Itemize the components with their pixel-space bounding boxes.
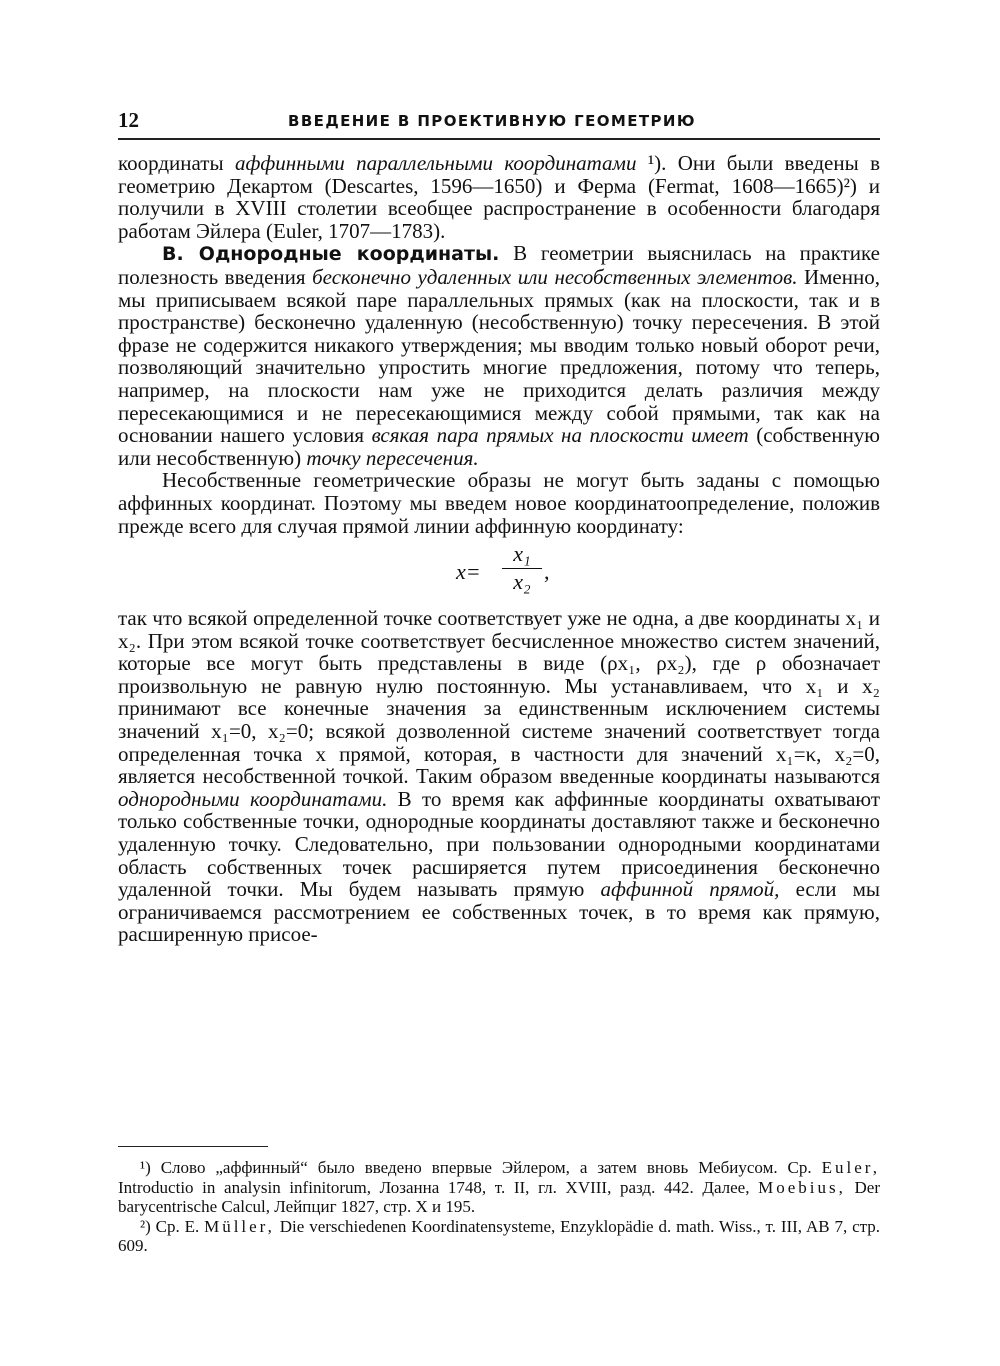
page-header bbox=[118, 106, 880, 140]
paragraph-homogeneous-coordinates bbox=[118, 242, 880, 469]
section-heading: B. Однородные координаты. bbox=[162, 243, 500, 266]
italic-term: точку пересечения. bbox=[306, 445, 479, 470]
main-text bbox=[118, 152, 880, 946]
formula-denominator: x₂ bbox=[513, 568, 531, 594]
text-run: так что всякой определенной точке соответствует уже не одна, а две координаты x₁ и x₂. При этом всякой точке соответствует бесчисленное множество систем значений, которые все могут быть представлены в виде (ρx₁, ρx₂), где ρ обозначает произвольную не равную нулю постоянную. Мы устанавливаем, что x₁ и x₂ принимают все конечные значения за единственным исключением системы значений x₁=0, x₂=0; всякой дозволенной системе значений соответствует тогда определенная точка x прямой, которая, в частности для значений x₁=κ, x₂=0, является несобственной точкой. Таким образом введенные координаты называются bbox=[118, 606, 880, 789]
italic-term: однородными координатами. bbox=[118, 786, 388, 811]
italic-term: бесконечно удаленных или несобственных элементов. bbox=[312, 264, 798, 289]
text-run: ¹). Они были введены в геометрию Декартом (Descartes, 1596—1650) и Ферма (Fermat, 1608—1665)²) и получили в XVIII столетии всеобщее распространение в особенности благодаря работам Эйлера (Euler, 1707—1783). bbox=[118, 151, 880, 243]
text-run: (собственную или несобственную) bbox=[118, 423, 880, 470]
formula-affine-coordinate bbox=[118, 537, 880, 607]
formula-lhs: x= bbox=[456, 559, 481, 585]
italic-term: всякая пара прямых на плоскости имеет bbox=[371, 423, 749, 448]
footnotes bbox=[118, 1158, 880, 1256]
formula-fraction bbox=[502, 543, 542, 593]
formula-numerator: x₁ bbox=[502, 543, 542, 569]
author-name: Euler, bbox=[821, 1158, 880, 1177]
footnote-2 bbox=[118, 1217, 880, 1256]
text-run: Die verschiedenen Koordinatensysteme, Enzyklopädie d. math. Wiss., т. III, AB 7, стр. 609. bbox=[118, 1216, 881, 1255]
text-run: В геометрии выяснилась на практике полезность введения bbox=[118, 241, 880, 289]
page-number: 12 bbox=[118, 108, 139, 132]
text-run: координаты bbox=[118, 151, 235, 175]
italic-term: аффинной прямой, bbox=[600, 877, 780, 902]
footnote-1 bbox=[118, 1158, 880, 1217]
text-run: ²) Ср. E. bbox=[140, 1216, 205, 1236]
paragraph-affine-coordinates bbox=[118, 152, 880, 242]
text-run: Именно, мы приписываем всякой паре параллельных прямых (как на плоскости, так и в пространстве) бесконечно удаленную (несобственную) точку пересечения. В этой фразе не содержится никакого утверждения; мы вводим только новый оборот речи, позволяющий значительно упростить многие предложения, потому что теперь, например, на плоскости нам уже не приходится делать различия между пересекающимися и не пересекающимися между собой прямыми, так как на основании нашего условия bbox=[118, 264, 880, 448]
text-run: В то время как аффинные координаты охватывают только собственные точки, однородные координаты доставляют также и бесконечно удаленную точку. Следовательно, при пользовании однородными координатами область собственных точек расширяется путем присоединения бесконечно удаленной точки. Мы будем называть прямую bbox=[118, 786, 880, 902]
author-name: Moebius, bbox=[758, 1177, 846, 1197]
italic-term: аффинными параллельными координатами bbox=[234, 151, 637, 175]
footnote-divider bbox=[118, 1146, 268, 1147]
text-run: если мы ограничиваемся рассмотрением ее собственных точек, в то время как прямую, расширенную присое- bbox=[118, 877, 881, 947]
text-run: ¹) Слово „аффинный“ было введено впервые Эйлером, а затем вновь Мебиусом. Ср. bbox=[140, 1158, 822, 1177]
author-name: Müller, bbox=[204, 1216, 275, 1236]
paragraph-improper-elements: Несобственные геометрические образы не могут быть заданы с помощью аффинных координат. Поэтому мы введем новое координатоопределение, положив прежде всего для случая прямой линии аффинную координату: bbox=[118, 468, 880, 538]
formula-comma: , bbox=[544, 559, 550, 585]
running-title: ВВЕДЕНИЕ В ПРОЕКТИВНУЮ ГЕОМЕТРИЮ bbox=[288, 112, 696, 130]
text-run: Der barycentrische Calcul, Лейпциг 1827, стр. X и 195. bbox=[118, 1177, 881, 1216]
text-run: Introductio in analysin infinitorum, Лозанна 1748, т. II, гл. XVIII, разд. 442. Далее, bbox=[118, 1177, 759, 1197]
paragraph-two-coordinates bbox=[118, 607, 880, 946]
